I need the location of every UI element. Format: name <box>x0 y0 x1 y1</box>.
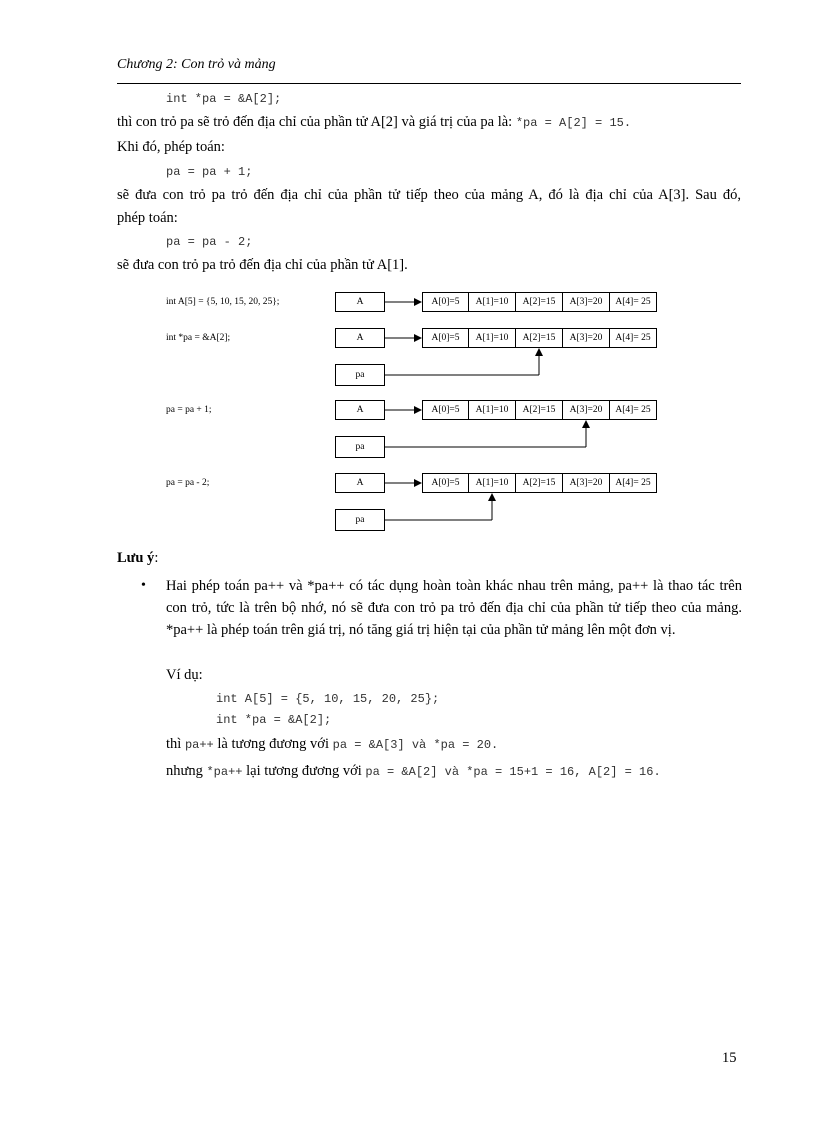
pointer-box: pa <box>335 436 385 458</box>
note-bullet-text: Hai phép toán pa++ và *pa++ có tác dụng hoàn toàn khác nhau trên mảng, pa++ là thao tác trên con trỏ, tức là trên bộ nhớ, nó sẽ đưa con trỏ pa trỏ đến địa chỉ của phần tử tiếp theo của mảng. *pa++ là phép toán trên giá trị, nó tăng giá trị hiện tại của phần tử mảng lên một đơn vị. <box>166 578 742 638</box>
array-cell: A[1]=10 <box>468 292 516 312</box>
array-cell: A[0]=5 <box>422 292 469 312</box>
array-cell: A[3]=20 <box>562 473 610 493</box>
array-cell: A[4]= 25 <box>609 328 657 348</box>
array-name-box: A <box>335 292 385 312</box>
array-name-box: A <box>335 473 385 493</box>
array-cell: A[3]=20 <box>562 328 610 348</box>
note-heading <box>117 550 158 567</box>
array-cell: A[2]=15 <box>515 292 563 312</box>
diagram-row-label: int *pa = &A[2]; <box>166 333 231 343</box>
example-label: Ví dụ: <box>166 667 203 683</box>
array-cell: A[4]= 25 <box>609 473 657 493</box>
example-line-b-code2: pa = &A[2] và *pa = 15+1 = 16, A[2] = 16. <box>365 765 661 779</box>
text-line-4: sẽ đưa con trỏ pa trỏ đến địa chỉ của phần tử A[1]. <box>117 257 408 273</box>
array-cell: A[0]=5 <box>422 328 469 348</box>
example-line-a-pre: thì <box>166 736 185 752</box>
code-line-3: pa = pa - 2; <box>166 235 253 249</box>
text-line-3a: sẽ đưa con trỏ pa trỏ đến địa chỉ của phần tử tiếp theo của mảng A, đó là địa chỉ của A[3]. Sau đó, <box>117 187 741 203</box>
pointer-box: pa <box>335 364 385 386</box>
array-cell: A[0]=5 <box>422 473 469 493</box>
text-line-2: Khi đó, phép toán: <box>117 139 225 155</box>
example-code-1: int A[5] = {5, 10, 15, 20, 25}; <box>216 692 440 706</box>
diagram-row-label: int A[5] = {5, 10, 15, 20, 25}; <box>166 297 280 307</box>
array-cell: A[1]=10 <box>468 473 516 493</box>
code-line-2: pa = pa + 1; <box>166 165 253 179</box>
diagram-row-label: pa = pa + 1; <box>166 405 212 415</box>
example-code-2: int *pa = &A[2]; <box>216 713 332 727</box>
example-line-a <box>166 736 498 753</box>
example-line-b-mid: lại tương đương với <box>242 763 366 779</box>
array-cell: A[2]=15 <box>515 328 563 348</box>
pointer-box: pa <box>335 509 385 531</box>
example-line-b-code1: *pa++ <box>206 765 243 779</box>
array-cell: A[4]= 25 <box>609 292 657 312</box>
array-cell: A[0]=5 <box>422 400 469 420</box>
array-cell: A[1]=10 <box>468 328 516 348</box>
page-number: 15 <box>722 1050 737 1066</box>
bullet-icon: • <box>141 578 146 593</box>
example-line-a-mid: là tương đương với <box>213 736 333 752</box>
example-line-a-code1: pa++ <box>184 738 214 752</box>
array-cell: A[4]= 25 <box>609 400 657 420</box>
array-cell: A[3]=20 <box>562 400 610 420</box>
text-line-1-prose: thì con trỏ pa sẽ trỏ đến địa chỉ của phần tử A[2] và giá trị của pa là: <box>117 114 516 130</box>
example-line-a-code2: pa = &A[3] và *pa = 20. <box>332 738 499 752</box>
text-line-1-code: *pa = A[2] = 15. <box>515 116 632 130</box>
array-cell: A[2]=15 <box>515 473 563 493</box>
example-line-b <box>166 763 661 780</box>
note-heading-text: Lưu ý <box>117 550 155 566</box>
chapter-header: Chương 2: Con trỏ và mảng <box>117 57 276 72</box>
array-cell: A[3]=20 <box>562 292 610 312</box>
array-cell: A[2]=15 <box>515 400 563 420</box>
array-name-box: A <box>335 328 385 348</box>
note-heading-colon: : <box>154 550 159 566</box>
code-line-1: int *pa = &A[2]; <box>166 92 282 106</box>
diagram-row-label: pa = pa - 2; <box>166 478 210 488</box>
array-name-box: A <box>335 400 385 420</box>
array-cell: A[1]=10 <box>468 400 516 420</box>
text-line-3b: phép toán: <box>117 210 178 226</box>
example-line-b-pre: nhưng <box>166 763 207 779</box>
